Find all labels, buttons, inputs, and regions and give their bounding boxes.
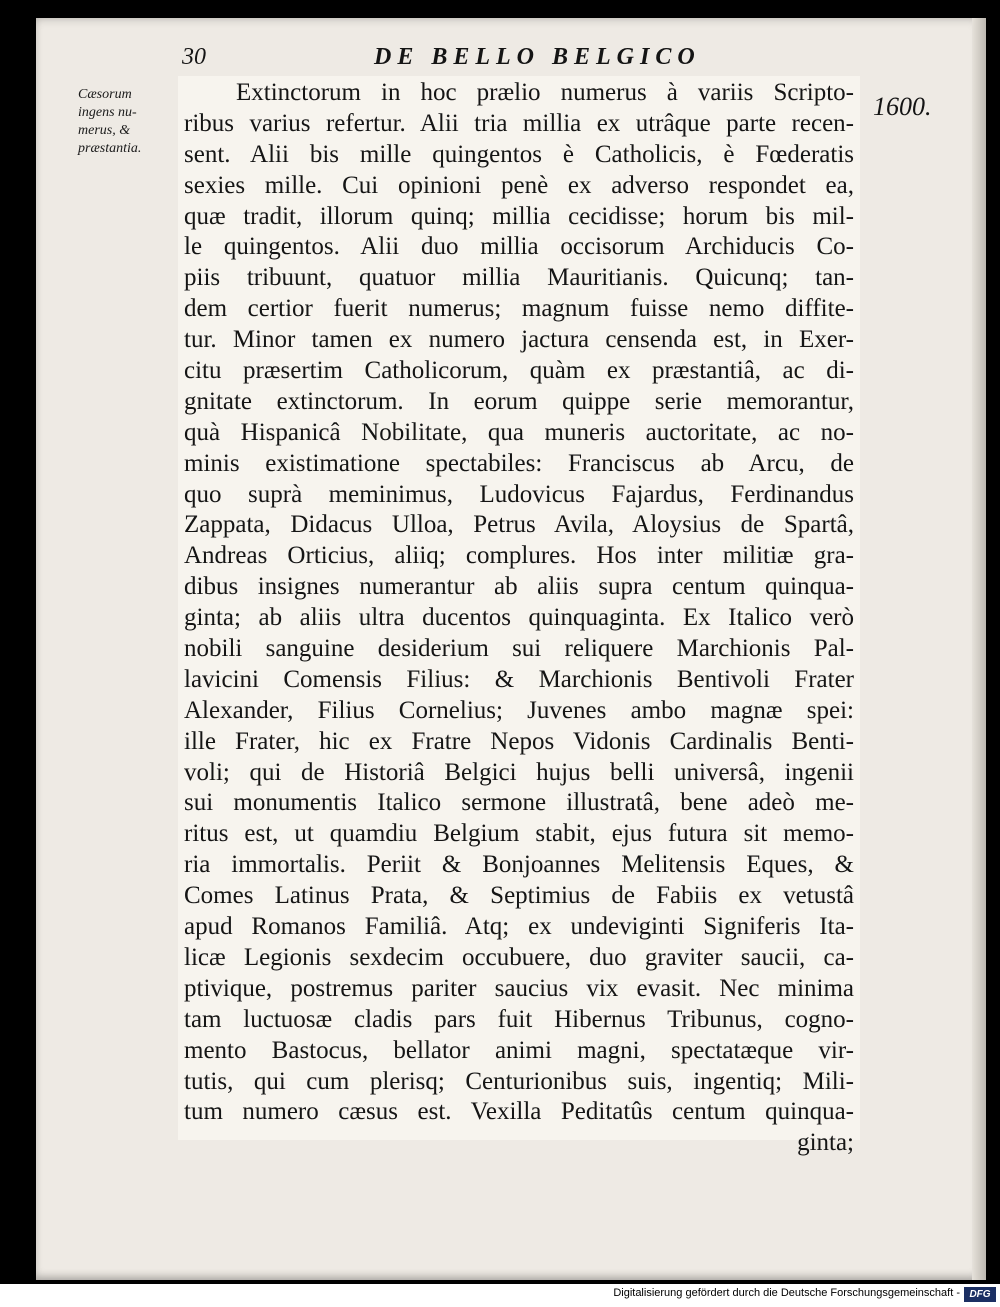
text-line: ginta;: [797, 1129, 854, 1157]
text-line: quo suprà meminimus, Ludovicus Fajardus, Ferdinandus: [184, 480, 854, 508]
text-line: mento Bastocus, bellator animi magni, spectatæque vir-: [184, 1036, 854, 1064]
text-line: tum numero cæsus est. Vexilla Peditatûs centum quinqua-: [184, 1098, 854, 1126]
text-line: dem certior fuerit numerus; magnum fuisse nemo diffite-: [184, 295, 854, 323]
text-line: quà Hispanicâ Nobilitate, qua muneris auctoritate, ac no-: [184, 418, 854, 446]
text-line: sui monumentis Italico sermone illustratâ, bene adeò me-: [184, 789, 854, 817]
text-line: voli; qui de Historiâ Belgici hujus belli universâ, ingenii: [184, 758, 854, 786]
text-line: citu præsertim Catholicorum, quàm ex præstantiâ, ac di-: [184, 357, 854, 385]
text-line: le quingentos. Alii duo millia occisorum Archiducis Co-: [184, 233, 854, 261]
text-line: tutis, qui cum plerisq; Centurionibus suis, ingentiq; Mili-: [184, 1067, 854, 1095]
text-line: ptivique, postremus pariter saucius vix evasit. Nec minima: [184, 974, 854, 1002]
text-line: Andreas Orticius, aliiq; complures. Hos inter militiæ gra-: [184, 542, 854, 570]
text-line: tam luctuosæ cladis pars fuit Hibernus Tribunus, cogno-: [184, 1005, 854, 1033]
text-line: quæ tradit, illorum quinq; millia cecidisse; horum bis mil-: [184, 202, 854, 230]
text-line: ribus varius refertur. Alii tria millia ex utrâque parte recen-: [184, 109, 854, 137]
marginal-note-line: merus, &: [78, 123, 131, 138]
marginal-note-line: præstantia.: [78, 141, 142, 156]
running-header: [182, 44, 701, 74]
running-title: DE BELLO BELGICO: [374, 44, 701, 70]
text-line: Alexander, Filius Cornelius; Juvenes ambo magnæ spei:: [184, 696, 854, 724]
text-line: lavicini Comensis Filius: & Marchionis Bentivoli Frater: [184, 665, 854, 693]
page-edge-shadow: [972, 18, 986, 1280]
text-line: sexies mille. Cui opinioni penè ex adverso respondet ea,: [184, 171, 854, 199]
text-line: Extinctorum in hoc prælio numerus à variis Scripto-: [236, 79, 854, 106]
text-line: Comes Latinus Prata, & Septimius de Fabiis ex vetustâ: [184, 882, 854, 910]
text-line: minis existimatione spectabiles: Franciscus ab Arcu, de: [184, 449, 854, 477]
marginal-note: [78, 86, 178, 158]
text-line: apud Romanos Familiâ. Atq; ex undeviginti Signiferis Ita-: [184, 913, 854, 941]
text-line: ria immortalis. Periit & Bonjoannes Melitensis Eques, &: [184, 851, 854, 879]
text-line: gnitate extinctorum. In eorum quippe serie memorantur,: [184, 387, 854, 415]
marginal-note-line: ingens nu-: [78, 105, 137, 120]
marginal-note-line: Cæsorum: [78, 87, 132, 102]
text-line: sent. Alii bis mille quingentos è Catholicis, è Fœderatis: [184, 140, 854, 168]
text-line: piis tribuunt, quatuor millia Mauritianis. Quicunq; tan-: [184, 264, 854, 292]
text-line: dibus insignes numerantur ab aliis supra centum quinqua-: [184, 573, 854, 601]
year-marginal: 1600.: [873, 92, 932, 121]
text-line: nobili sanguine desiderium sui reliquere Marchionis Pal-: [184, 635, 854, 663]
footer-bar: [0, 1284, 1000, 1307]
text-line: ginta; ab aliis ultra ducentos quinquaginta. Ex Italico verò: [184, 604, 854, 632]
dfg-logo: DFG: [964, 1287, 996, 1302]
page-number: 30: [182, 44, 206, 70]
body-text: [184, 78, 854, 1159]
text-line: tur. Minor tamen ex numero jactura censenda est, in Exer-: [184, 326, 854, 354]
text-line: ille Frater, hic ex Fratre Nepos Vidonis Cardinalis Benti-: [184, 727, 854, 755]
text-line: licæ Legionis sexdecim occubuere, duo graviter saucii, ca-: [184, 943, 854, 971]
text-line: Zappata, Didacus Ulloa, Petrus Avila, Aloysius de Spartâ,: [184, 511, 854, 539]
text-line: ritus est, ut quamdiu Belgium stabit, ejus futura sit memo-: [184, 820, 854, 848]
funding-credit: Digitalisierung gefördert durch die Deutsche Forschungsgemeinschaft -: [613, 1287, 960, 1299]
text-block: [178, 76, 860, 1157]
